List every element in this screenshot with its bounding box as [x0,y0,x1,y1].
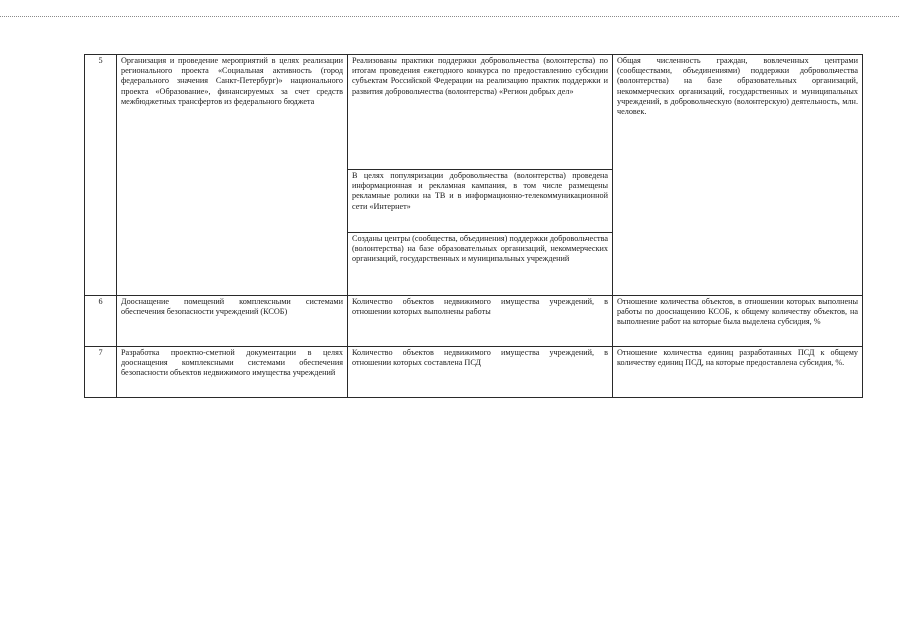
result-cell: Количество объектов недвижимого имущества учреждений, в отношении которых выполнены работы [348,296,613,347]
scan-edge-line [0,16,899,17]
row-number: 5 [85,55,117,296]
table-row [85,347,863,398]
indicator-cell: Отношение количества единиц разработанных ПСД к общему количеству единиц ПСД, на которые предоставлена субсидия, %. [613,347,863,398]
table-row [85,55,863,170]
event-cell: Дооснащение помещений комплексными системами обеспечения безопасности учреждений (КСОБ) [117,296,348,347]
event-cell: Разработка проектно-сметной документации в целях дооснащения комплексными системами обеспечения безопасности объектов недвижимого имущества учреждений [117,347,348,398]
indicator-cell: Общая численность граждан, вовлеченных центрами (сообществами, объединениями) поддержки добровольчества (волонтерства) на базе образовательных организаций, некоммерческих организаций, государственных и муниципальных учреждений, в добровольческую (волонтерскую) деятельность, млн. человек. [613,55,863,296]
result-cell: Реализованы практики поддержки добровольчества (волонтерства) по итогам проведения ежегодного конкурса по предоставлению субсидии субъектам Российской Федерации на реализацию практик поддержки и развития добровольчества (волонтерства) «Регион добрых дел» [348,55,613,170]
table-row [85,296,863,347]
measures-table [84,54,863,398]
result-cell: Созданы центры (сообщества, объединения) поддержки добровольчества (волонтерства) на базе образовательных организаций, некоммерческих организаций, государственных и муниципальных учреждений [348,233,613,296]
event-cell: Организация и проведение мероприятий в целях реализации регионального проекта «Социальная активность (город федерального значения Санкт-Петербург)» национального проекта «Образование», финансируемых за счет средств межбюджетных трансфертов из федерального бюджета [117,55,348,296]
row-number: 6 [85,296,117,347]
indicator-cell: Отношение количества объектов, в отношении которых выполнены работы по дооснащению КСОБ, к общему количеству объектов, на выполнение работ на которые была выделена субсидия, % [613,296,863,347]
result-cell: Количество объектов недвижимого имущества учреждений, в отношении которых составлена ПСД [348,347,613,398]
row-number: 7 [85,347,117,398]
result-cell: В целях популяризации добровольчества (волонтерства) проведена информационная и рекламная кампания, в том числе размещены рекламные ролики на ТВ и в информационно-телекоммуникационной сети «Интернет» [348,170,613,233]
